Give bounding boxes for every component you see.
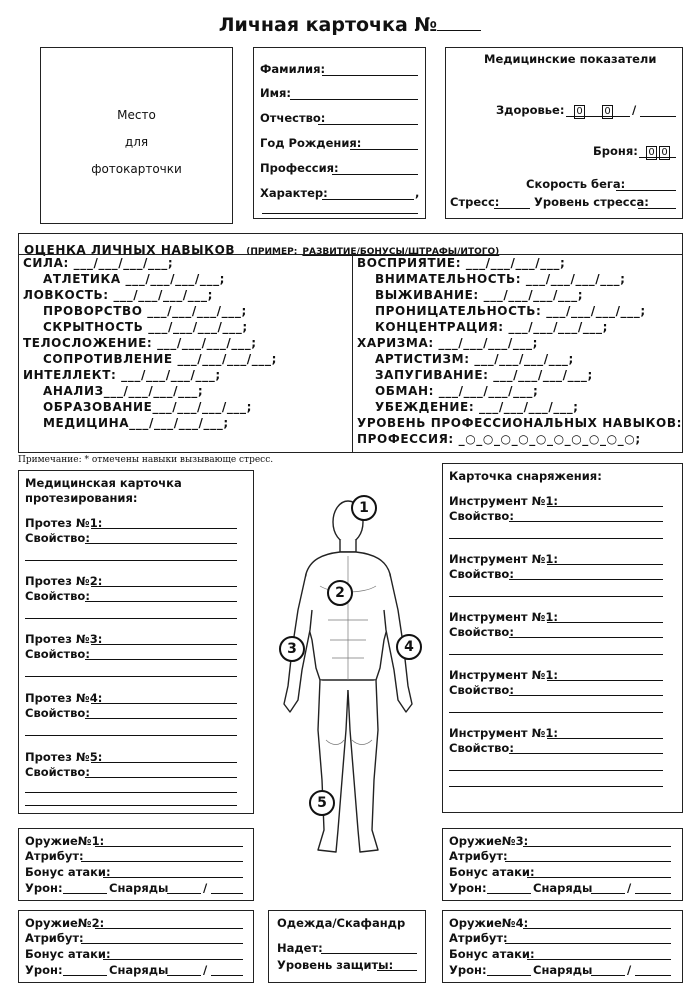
prosthesis-2-label: Протез №2: <box>25 574 103 588</box>
skills-example: РАЗВИТИЕ/БОНУСЫ/ШТРАФЫ/ИТОГО) <box>302 247 500 257</box>
weapon-3-name-field[interactable] <box>523 846 671 847</box>
skill-strength[interactable]: СИЛА: ___/___/___/___; <box>23 256 174 270</box>
weapon-1-box <box>18 828 254 901</box>
clothing-worn-field[interactable] <box>321 953 417 954</box>
skill-deception[interactable]: ОБМАН: ___/___/___/___; <box>375 384 539 398</box>
tool-1-line-2[interactable] <box>449 538 663 539</box>
weapon-4-attr-field[interactable] <box>505 943 671 944</box>
prosthesis-1-prop: Свойство: <box>25 531 90 545</box>
stress-level-label: Уровень стресса: <box>534 195 649 209</box>
weapon-1-ammo: Снаряды <box>109 881 169 895</box>
weapon-3-ammo: Снаряды <box>533 881 593 895</box>
weapon-4-attr: Атрибут: <box>449 931 508 945</box>
prosthesis-2-line-2[interactable] <box>25 618 237 619</box>
weapon-3-slash: / <box>627 881 632 895</box>
weapon-2-attr-field[interactable] <box>81 943 243 944</box>
armor-digits <box>645 140 671 160</box>
weapon-1-damage-field[interactable] <box>63 893 107 894</box>
prosthesis-3-line-2[interactable] <box>25 676 237 677</box>
weapon-2-damage-field[interactable] <box>63 975 107 976</box>
armor-digit-2: 0 <box>659 146 670 160</box>
page-title <box>0 14 700 36</box>
clothing-title: Одежда/Скафандр <box>277 916 406 930</box>
character-label: Характер: <box>260 186 328 200</box>
character-comma: , <box>415 186 420 200</box>
tool-3-prop-field[interactable] <box>509 637 663 638</box>
weapon-3-box <box>442 828 683 901</box>
weapon-2-ammo-field[interactable] <box>167 975 201 976</box>
tool-5-line-2[interactable] <box>449 770 663 771</box>
weapon-1-slash: / <box>203 881 208 895</box>
weapon-4-damage: Урон: <box>449 963 487 977</box>
armor-label: Броня: <box>593 144 638 158</box>
weapon-2-name: Оружие№2: <box>25 916 105 930</box>
character-field-2[interactable] <box>262 213 418 214</box>
photo-line-2: для <box>124 135 149 149</box>
weapon-1-name-field[interactable] <box>95 846 243 847</box>
weapon-3-attr-field[interactable] <box>505 861 671 862</box>
weapon-2-box <box>18 910 254 983</box>
health-label: Здоровье: <box>496 103 565 117</box>
prosthesis-3-prop: Свойство: <box>25 647 90 661</box>
weapon-1-name: Оружие№1: <box>25 834 105 848</box>
weapon-4-box <box>442 910 683 983</box>
prosthesis-2-field[interactable] <box>91 586 237 587</box>
tool-5-label: Инструмент №1: <box>449 726 559 740</box>
tool-1-prop: Свойство: <box>449 509 514 523</box>
prosthesis-2-prop-field[interactable] <box>85 601 237 602</box>
tool-3-label: Инструмент №1: <box>449 610 559 624</box>
skills-header-divider <box>19 254 682 255</box>
speed-label: Скорость бега: <box>526 177 626 191</box>
health-slash: / <box>632 103 637 117</box>
health-digit-1: 0 <box>574 105 585 119</box>
tool-5-field[interactable] <box>547 738 663 739</box>
tool-5-prop-field[interactable] <box>509 753 663 754</box>
prosthesis-1-label: Протез №1: <box>25 516 103 530</box>
stress-note: Примечание: * отмечены навыки вызывающе стресс. <box>18 455 274 465</box>
weapon-2-ammo: Снаряды <box>109 963 169 977</box>
skill-attentiveness[interactable]: ВНИМАТЕЛЬНОСТЬ: ___/___/___/___; <box>375 272 626 286</box>
weapon-2-name-field[interactable] <box>95 928 243 929</box>
patronymic-field[interactable] <box>318 124 418 125</box>
skill-agility[interactable]: ЛОВКОСТЬ: ___/___/___/___; <box>23 288 213 302</box>
skill-charisma[interactable]: ХАРИЗМА: ___/___/___/___; <box>357 336 539 350</box>
prosthesis-4-label: Протез №4: <box>25 691 103 705</box>
tool-4-prop: Свойство: <box>449 683 514 697</box>
prosthetics-box <box>18 470 254 814</box>
prosthesis-1-prop-field[interactable] <box>85 543 237 544</box>
skills-example-prefix: (ПРИМЕР: <box>246 247 298 257</box>
body-marker-5[interactable]: 5 <box>309 790 335 816</box>
medical-title: Медицинские показатели <box>484 52 657 66</box>
prosthesis-3-prop-field[interactable] <box>85 659 237 660</box>
tool-4-field[interactable] <box>547 680 663 681</box>
skill-artistry[interactable]: АРТИСТИЗМ: ___/___/___/___; <box>375 352 574 366</box>
weapon-4-bonus: Бонус атаки: <box>449 947 535 961</box>
weapon-2-slash: / <box>203 963 208 977</box>
weapon-1-attr: Атрибут: <box>25 849 84 863</box>
skills-column-divider <box>352 254 353 452</box>
body-marker-2[interactable]: 2 <box>327 580 353 606</box>
armor-digit-1: 0 <box>646 146 657 160</box>
prosthesis-5-label: Протез №5: <box>25 750 103 764</box>
weapon-3-name: Оружие№3: <box>449 834 529 848</box>
weapon-2-bonus: Бонус атаки: <box>25 947 111 961</box>
photo-box[interactable] <box>40 47 233 224</box>
prosthesis-4-field[interactable] <box>91 703 237 704</box>
weapon-2-bonus-field[interactable] <box>103 959 243 960</box>
skill-survival[interactable]: ВЫЖИВАНИЕ: ___/___/___/___; <box>375 288 584 302</box>
health-digit-2: 0 <box>602 105 613 119</box>
weapon-3-bonus-field[interactable] <box>527 877 671 878</box>
weapon-4-ammo: Снаряды <box>533 963 593 977</box>
weapon-4-bonus-field[interactable] <box>527 959 671 960</box>
tool-1-field[interactable] <box>547 506 663 507</box>
prosthesis-4-line-2[interactable] <box>25 735 237 736</box>
stress-field[interactable] <box>494 208 530 209</box>
patronymic-label: Отчество: <box>260 111 326 125</box>
weapon-3-damage-field[interactable] <box>487 893 531 894</box>
profession-label: Профессия: <box>260 161 339 175</box>
stress-label: Стресс: <box>450 195 500 209</box>
profession-field[interactable] <box>332 174 418 175</box>
health-digit-2-wrap <box>601 99 614 119</box>
clothing-protection-field[interactable] <box>377 970 417 971</box>
skill-athletics[interactable]: АТЛЕТИКА ___/___/___/___; <box>43 272 226 286</box>
body-neck <box>340 540 356 552</box>
tool-2-field[interactable] <box>547 564 663 565</box>
skill-concentration[interactable]: КОНЦЕНТРАЦИЯ: ___/___/___/___; <box>375 320 609 334</box>
clothing-protection: Уровень защиты: <box>277 958 394 972</box>
skill-insight[interactable]: ПРОНИЦАТЕЛЬНОСТЬ: ___/___/___/___; <box>375 304 646 318</box>
skill-intimidation[interactable]: ЗАПУГИВАНИЕ: ___/___/___/___; <box>375 368 593 382</box>
weapon-3-attr: Атрибут: <box>449 849 508 863</box>
skill-intellect[interactable]: ИНТЕЛЛЕКТ: ___/___/___/___; <box>23 368 221 382</box>
weapon-2-attr: Атрибут: <box>25 931 84 945</box>
tool-5-line-3[interactable] <box>449 786 663 787</box>
body-right-leg <box>348 680 378 852</box>
skill-analysis[interactable]: АНАЛИЗ___/___/___/___; <box>43 384 204 398</box>
weapon-1-bonus: Бонус атаки: <box>25 865 111 879</box>
weapon-2-ammo-max-field[interactable] <box>211 975 243 976</box>
speed-field[interactable] <box>616 190 676 191</box>
stress-level-field[interactable] <box>638 208 676 209</box>
weapon-3-ammo-field[interactable] <box>591 893 625 894</box>
weapon-1-attr-field[interactable] <box>81 861 243 862</box>
tool-2-label: Инструмент №1: <box>449 552 559 566</box>
weapon-3-bonus: Бонус атаки: <box>449 865 535 879</box>
skills-title: ОЦЕНКА ЛИЧНЫХ НАВЫКОВ <box>24 243 236 257</box>
prosthetics-title-2: протезирования: <box>25 491 138 505</box>
tool-2-line-2[interactable] <box>449 596 663 597</box>
body-marker-1[interactable]: 1 <box>351 495 377 521</box>
surname-label: Фамилия: <box>260 62 326 76</box>
skill-constitution[interactable]: ТЕЛОСЛОЖЕНИЕ: ___/___/___/___; <box>23 336 257 350</box>
prosthesis-5-line-3[interactable] <box>25 805 237 806</box>
skill-profession[interactable]: ПРОФЕССИЯ: _○_○_○_○_○_○_○_○_○_○; <box>357 432 641 446</box>
weapon-4-name-field[interactable] <box>523 928 671 929</box>
tool-2-prop-field[interactable] <box>509 579 663 580</box>
weapon-1-ammo-field[interactable] <box>167 893 201 894</box>
prosthesis-4-prop-field[interactable] <box>85 718 237 719</box>
tool-4-line-2[interactable] <box>449 712 663 713</box>
tool-3-line-2[interactable] <box>449 654 663 655</box>
equipment-box <box>442 463 683 813</box>
page-title-text: Личная карточка № <box>218 14 438 36</box>
weapon-1-ammo-max-field[interactable] <box>211 893 243 894</box>
prosthesis-2-prop: Свойство: <box>25 589 90 603</box>
clothing-box <box>268 910 426 983</box>
skill-resistance[interactable]: СОПРОТИВЛЕНИЕ ___/___/___/___; <box>43 352 277 366</box>
body-marker-4[interactable]: 4 <box>396 634 422 660</box>
weapon-4-ammo-field[interactable] <box>591 975 625 976</box>
skill-professional-level: УРОВЕНЬ ПРОФЕССИОНАЛЬНЫХ НАВЫКОВ: <box>357 416 682 430</box>
prosthesis-1-field[interactable] <box>91 528 237 529</box>
equipment-title: Карточка снаряжения: <box>449 469 602 483</box>
prosthesis-5-prop: Свойство: <box>25 765 90 779</box>
skill-persuasion[interactable]: УБЕЖДЕНИЕ: ___/___/___/___; <box>375 400 579 414</box>
medical-box <box>445 47 683 219</box>
surname-field[interactable] <box>322 75 418 76</box>
weapon-4-slash: / <box>627 963 632 977</box>
weapon-2-damage: Урон: <box>25 963 63 977</box>
prosthesis-3-label: Протез №3: <box>25 632 103 646</box>
health-digits <box>573 99 586 119</box>
body-figure <box>270 490 430 860</box>
tool-3-prop: Свойство: <box>449 625 514 639</box>
tool-1-label: Инструмент №1: <box>449 494 559 508</box>
clothing-worn: Надет: <box>277 941 323 955</box>
prosthesis-4-prop: Свойство: <box>25 706 90 720</box>
body-marker-3[interactable]: 3 <box>279 636 305 662</box>
tool-2-prop: Свойство: <box>449 567 514 581</box>
personal-info-box <box>253 47 426 219</box>
name-label: Имя: <box>260 86 292 100</box>
tool-1-prop-field[interactable] <box>509 521 663 522</box>
prosthesis-5-line-2[interactable] <box>25 792 237 793</box>
photo-line-3: фотокарточки <box>91 162 182 176</box>
prosthesis-1-line-2[interactable] <box>25 560 237 561</box>
weapon-1-bonus-field[interactable] <box>103 877 243 878</box>
card-number-blank[interactable] <box>437 16 481 31</box>
birth-year-label: Год Рождения: <box>260 136 362 150</box>
weapon-4-damage-field[interactable] <box>487 975 531 976</box>
skill-dexterity[interactable]: ПРОВОРСТВО ___/___/___/___; <box>43 304 247 318</box>
tool-4-prop-field[interactable] <box>509 695 663 696</box>
prosthesis-5-field[interactable] <box>91 762 237 763</box>
character-field[interactable] <box>322 199 414 200</box>
birth-year-field[interactable] <box>350 149 418 150</box>
weapon-4-name: Оружие№4: <box>449 916 529 930</box>
name-field[interactable] <box>290 99 418 100</box>
skill-medicine[interactable]: МЕДИЦИНА___/___/___/___; <box>43 416 229 430</box>
tool-5-prop: Свойство: <box>449 741 514 755</box>
skill-education[interactable]: ОБРАЗОВАНИЕ___/___/___/___; <box>43 400 253 414</box>
skills-box <box>18 233 683 453</box>
tool-3-field[interactable] <box>547 622 663 623</box>
weapon-1-damage: Урон: <box>25 881 63 895</box>
skill-perception[interactable]: ВОСПРИЯТИЕ: ___/___/___/___; <box>357 256 566 270</box>
tool-4-label: Инструмент №1: <box>449 668 559 682</box>
prosthesis-3-field[interactable] <box>91 644 237 645</box>
prosthetics-title-1: Медицинская карточка <box>25 476 182 490</box>
body-left-leg <box>318 680 348 852</box>
prosthesis-5-prop-field[interactable] <box>85 777 237 778</box>
health-max-field[interactable] <box>640 116 676 117</box>
skill-stealth[interactable]: СКРЫТНОСТЬ ___/___/___/___; <box>43 320 248 334</box>
weapon-4-ammo-max-field[interactable] <box>635 975 671 976</box>
photo-line-1: Место <box>117 108 156 122</box>
weapon-3-ammo-max-field[interactable] <box>635 893 671 894</box>
weapon-3-damage: Урон: <box>449 881 487 895</box>
